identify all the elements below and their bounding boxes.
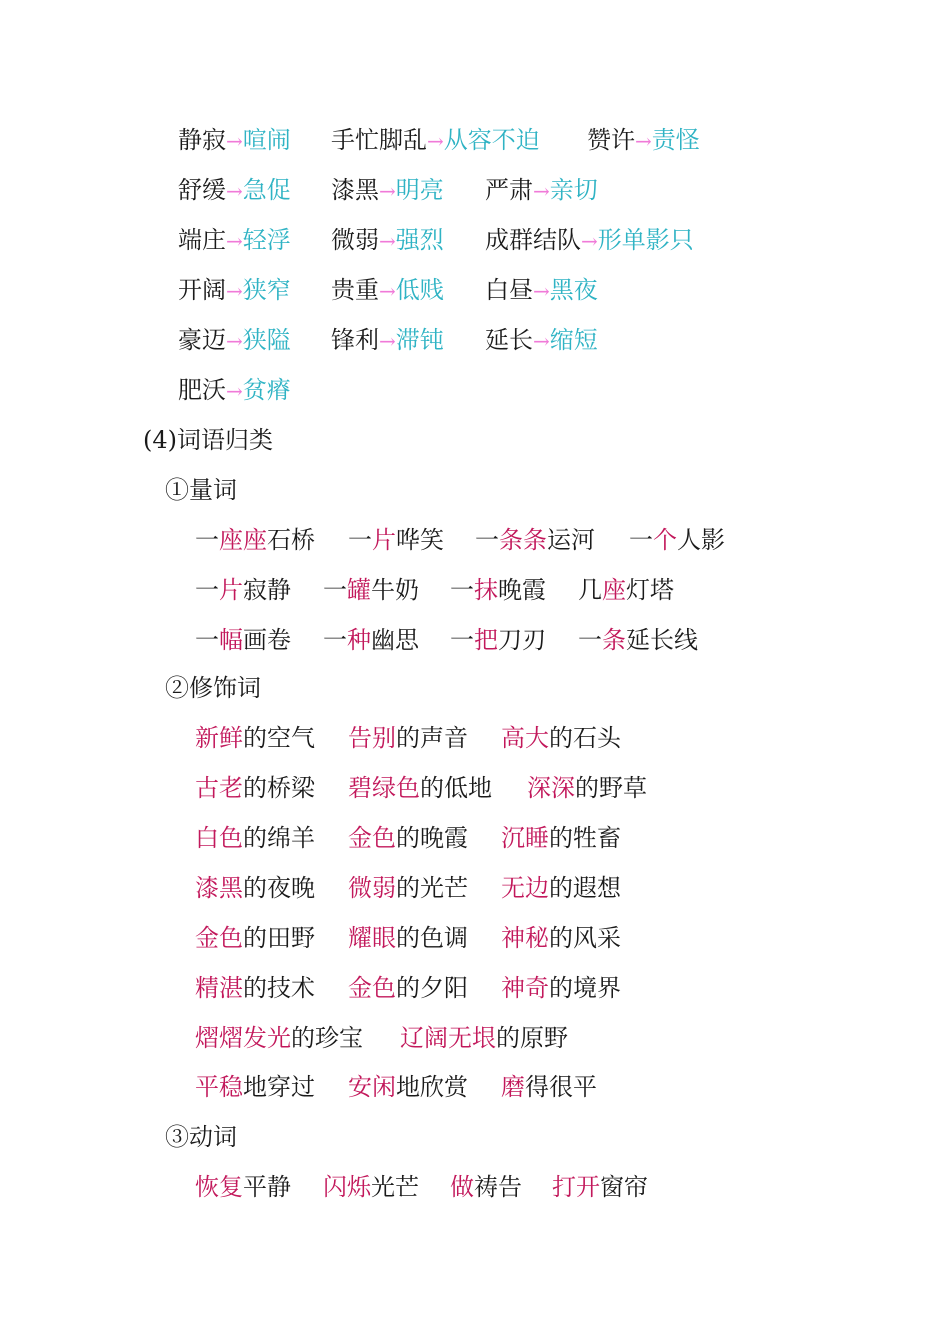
arrow-icon: → xyxy=(379,329,396,353)
antonym-row xyxy=(0,275,950,305)
word-phrase: 一把刀刃 xyxy=(450,626,546,654)
word-phrase: 白色的绵羊 xyxy=(195,824,315,852)
word-phrase: 金色的田野 xyxy=(195,924,315,952)
word-phrase: 高大的石头 xyxy=(501,724,621,752)
antonym-pair: 白昼→黑夜 xyxy=(485,276,598,304)
antonym-row xyxy=(0,225,950,255)
word-phrase: 金色的夕阳 xyxy=(348,974,468,1002)
word-phrase: 闪烁光芒 xyxy=(323,1173,419,1201)
arrow-icon: → xyxy=(226,379,243,403)
word-phrase: 告别的声音 xyxy=(348,724,468,752)
word-phrase: 碧绿色的低地 xyxy=(348,774,492,802)
arrow-icon: → xyxy=(226,229,243,253)
word-row xyxy=(0,525,950,555)
word-row xyxy=(0,923,950,953)
antonym-pair: 成群结队→形单影只 xyxy=(485,226,694,254)
antonym-pair: 手忙脚乱→从容不迫 xyxy=(331,126,540,154)
section-heading: (4)词语归类 xyxy=(143,426,273,454)
antonym-pair: 严肃→亲切 xyxy=(485,176,598,204)
word-phrase: 沉睡的牲畜 xyxy=(501,824,621,852)
word-phrase: 一罐牛奶 xyxy=(323,576,419,604)
word-phrase: 漆黑的夜晚 xyxy=(195,874,315,902)
word-row xyxy=(0,723,950,753)
word-phrase: 金色的晚霞 xyxy=(348,824,468,852)
arrow-icon: → xyxy=(427,129,444,153)
word-phrase: 一种幽思 xyxy=(323,626,419,654)
arrow-icon: → xyxy=(226,129,243,153)
word-row xyxy=(0,1172,950,1202)
antonym-pair: 延长→缩短 xyxy=(485,326,598,354)
arrow-icon: → xyxy=(226,179,243,203)
arrow-icon: → xyxy=(533,279,550,303)
word-row xyxy=(0,873,950,903)
arrow-icon: → xyxy=(379,179,396,203)
word-phrase: 辽阔无垠的原野 xyxy=(400,1024,568,1052)
word-phrase: 几座灯塔 xyxy=(578,576,674,604)
word-phrase: 一片寂静 xyxy=(195,576,291,604)
word-phrase: 熠熠发光的珍宝 xyxy=(195,1024,363,1052)
antonym-row xyxy=(0,375,950,405)
word-row xyxy=(0,773,950,803)
subsection-heading-modifier: ②修饰词 xyxy=(165,674,261,702)
word-phrase: 安闲地欣赏 xyxy=(348,1073,468,1101)
word-phrase: 一条条运河 xyxy=(475,526,595,554)
antonym-pair: 静寂→喧闹 xyxy=(178,126,291,154)
arrow-icon: → xyxy=(226,279,243,303)
word-phrase: 一幅画卷 xyxy=(195,626,291,654)
antonym-pair: 端庄→轻浮 xyxy=(178,226,291,254)
antonym-pair: 锋利→滞钝 xyxy=(331,326,444,354)
antonym-pair: 舒缓→急促 xyxy=(178,176,291,204)
word-phrase: 打开窗帘 xyxy=(552,1173,648,1201)
antonym-pair: 开阔→狭窄 xyxy=(178,276,291,304)
word-phrase: 神秘的风采 xyxy=(501,924,621,952)
antonym-pair: 贵重→低贱 xyxy=(331,276,444,304)
subsection-heading-measure: ①量词 xyxy=(165,476,237,504)
word-phrase: 恢复平静 xyxy=(195,1173,291,1201)
antonym-pair: 肥沃→贫瘠 xyxy=(178,376,291,404)
arrow-icon: → xyxy=(533,329,550,353)
word-row xyxy=(0,973,950,1003)
word-row xyxy=(0,575,950,605)
arrow-icon: → xyxy=(379,279,396,303)
arrow-icon: → xyxy=(635,129,652,153)
arrow-icon: → xyxy=(581,229,598,253)
antonym-pair: 赞许→责怪 xyxy=(587,126,700,154)
antonym-row xyxy=(0,325,950,355)
arrow-icon: → xyxy=(379,229,396,253)
word-row xyxy=(0,625,950,655)
antonym-pair: 豪迈→狭隘 xyxy=(178,326,291,354)
word-phrase: 新鲜的空气 xyxy=(195,724,315,752)
antonym-pair: 漆黑→明亮 xyxy=(331,176,444,204)
word-phrase: 做祷告 xyxy=(450,1173,522,1201)
word-phrase: 一座座石桥 xyxy=(195,526,315,554)
word-phrase: 磨得很平 xyxy=(501,1073,597,1101)
word-phrase: 平稳地穿过 xyxy=(195,1073,315,1101)
word-row xyxy=(0,1023,950,1053)
word-phrase: 一个人影 xyxy=(629,526,725,554)
word-phrase: 深深的野草 xyxy=(527,774,647,802)
word-row xyxy=(0,823,950,853)
word-phrase: 一抹晚霞 xyxy=(450,576,546,604)
word-phrase: 耀眼的色调 xyxy=(348,924,468,952)
word-phrase: 精湛的技术 xyxy=(195,974,315,1002)
antonym-pair: 微弱→强烈 xyxy=(331,226,444,254)
arrow-icon: → xyxy=(533,179,550,203)
word-row xyxy=(0,1072,950,1102)
antonym-row xyxy=(0,125,950,155)
word-phrase: 神奇的境界 xyxy=(501,974,621,1002)
word-phrase: 古老的桥梁 xyxy=(195,774,315,802)
antonym-row xyxy=(0,175,950,205)
word-phrase: 微弱的光芒 xyxy=(348,874,468,902)
word-phrase: 一片哗笑 xyxy=(348,526,444,554)
subsection-heading-verb: ③动词 xyxy=(165,1123,237,1151)
word-phrase: 无边的遐想 xyxy=(501,874,621,902)
word-phrase: 一条延长线 xyxy=(578,626,698,654)
arrow-icon: → xyxy=(226,329,243,353)
